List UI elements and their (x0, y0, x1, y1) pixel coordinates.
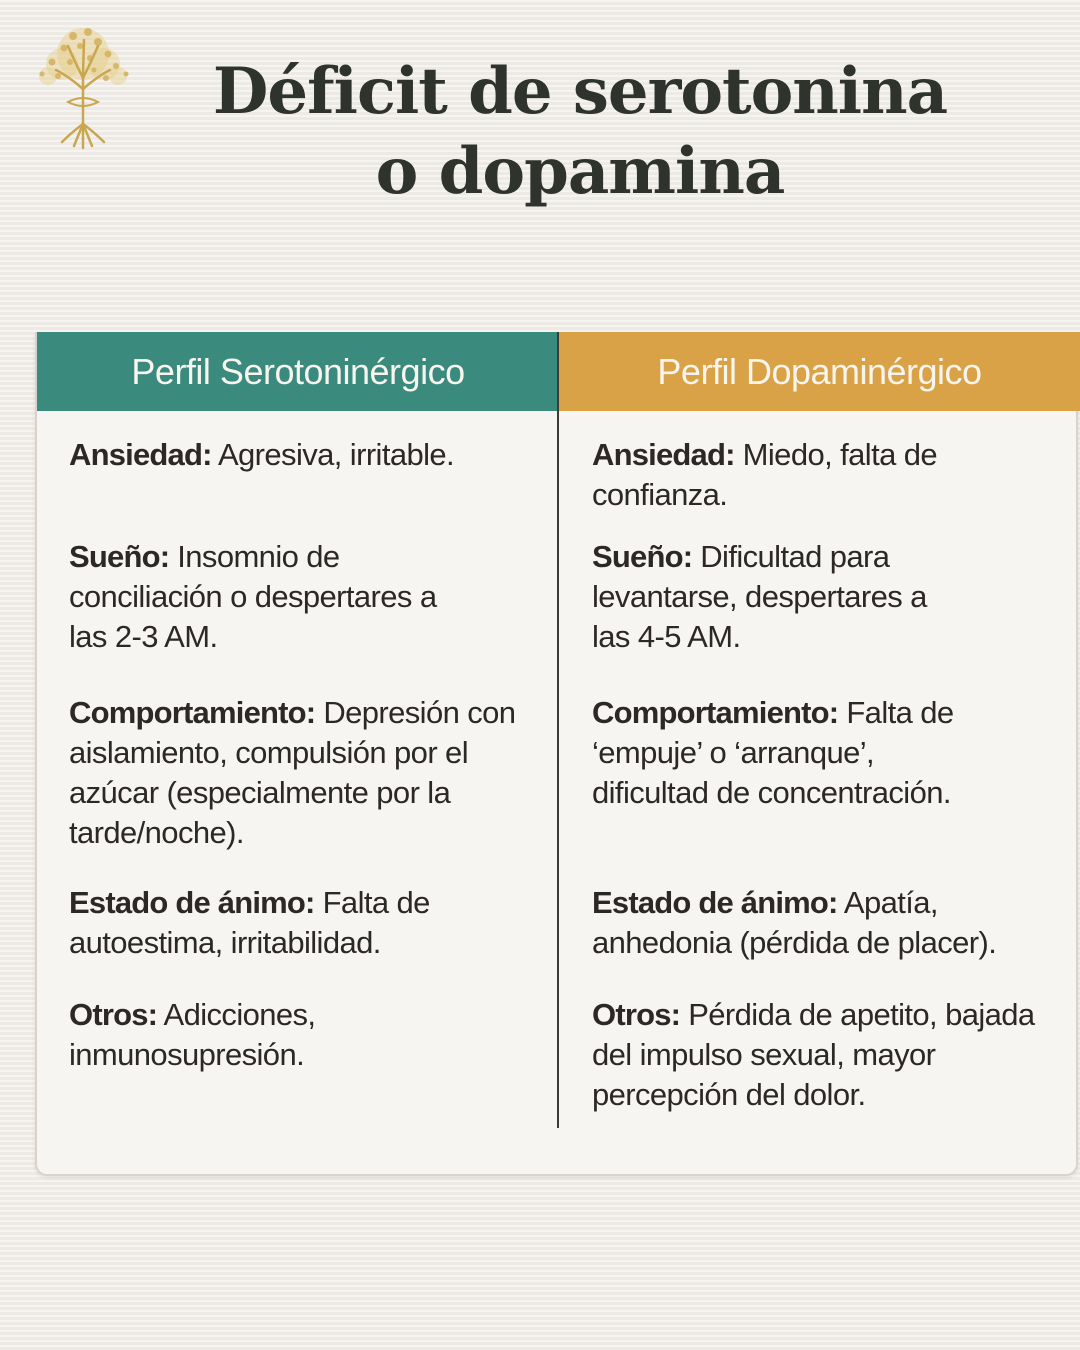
dopamine-sleep (592, 537, 952, 657)
item-text: Depresión con aislamiento, compulsión por el azúcar (especialmente por la tarde/noche). (69, 695, 516, 850)
item-text: Agresiva, irritable. (217, 437, 455, 472)
item-label: Estado de ánimo: (592, 885, 838, 920)
title-line-2: o dopamina (375, 134, 785, 209)
item-label: Ansiedad: (592, 437, 735, 472)
dopamine-anxiety (592, 435, 992, 515)
item-text: Falta de autoestima, irritabilidad. (69, 885, 430, 960)
title-line-1: Déficit de serotonina (212, 54, 948, 129)
comparison-table (35, 332, 1078, 1176)
serotonin-behavior (69, 693, 549, 853)
item-label: Sueño: (69, 539, 170, 574)
item-label: Comportamiento: (69, 695, 316, 730)
column-divider (557, 332, 559, 1128)
item-label: Sueño: (592, 539, 693, 574)
item-text: Miedo, falta de confianza. (592, 437, 938, 512)
dopamine-other (592, 995, 1052, 1115)
item-text: Dificultad para levantarse, despertares a las 4-5 AM. (592, 539, 927, 654)
item-label: Ansiedad: (69, 437, 212, 472)
item-label: Otros: (69, 997, 158, 1032)
page-title (150, 52, 1010, 212)
serotonin-other (69, 995, 369, 1075)
serotonin-sleep (69, 537, 469, 657)
dopamine-profile-header (559, 332, 1080, 411)
item-text: Apatía, anhedonia (pérdida de placer). (592, 885, 997, 960)
item-text: Adicciones, inmunosupresión. (69, 997, 316, 1072)
item-label: Otros: (592, 997, 681, 1032)
tree-of-life-logo-icon (28, 14, 138, 152)
dopamine-behavior (592, 693, 992, 813)
item-label: Comportamiento: (592, 695, 839, 730)
item-text: Insomnio de conciliación o despertares a las 2-3 AM. (69, 539, 437, 654)
item-label: Estado de ánimo: (69, 885, 315, 920)
dopamine-header-label: Perfil Dopaminérgico (657, 350, 982, 392)
item-text: Pérdida de apetito, bajada del impulso sexual, mayor percepción del dolor. (592, 997, 1035, 1112)
item-text: Falta de ‘empuje’ o ‘arranque’, dificultad de concentración. (592, 695, 954, 810)
serotonin-profile-header (37, 332, 559, 411)
serotonin-anxiety (69, 435, 549, 475)
serotonin-header-label: Perfil Serotoninérgico (131, 350, 465, 392)
dopamine-mood (592, 883, 1052, 963)
serotonin-mood (69, 883, 469, 963)
